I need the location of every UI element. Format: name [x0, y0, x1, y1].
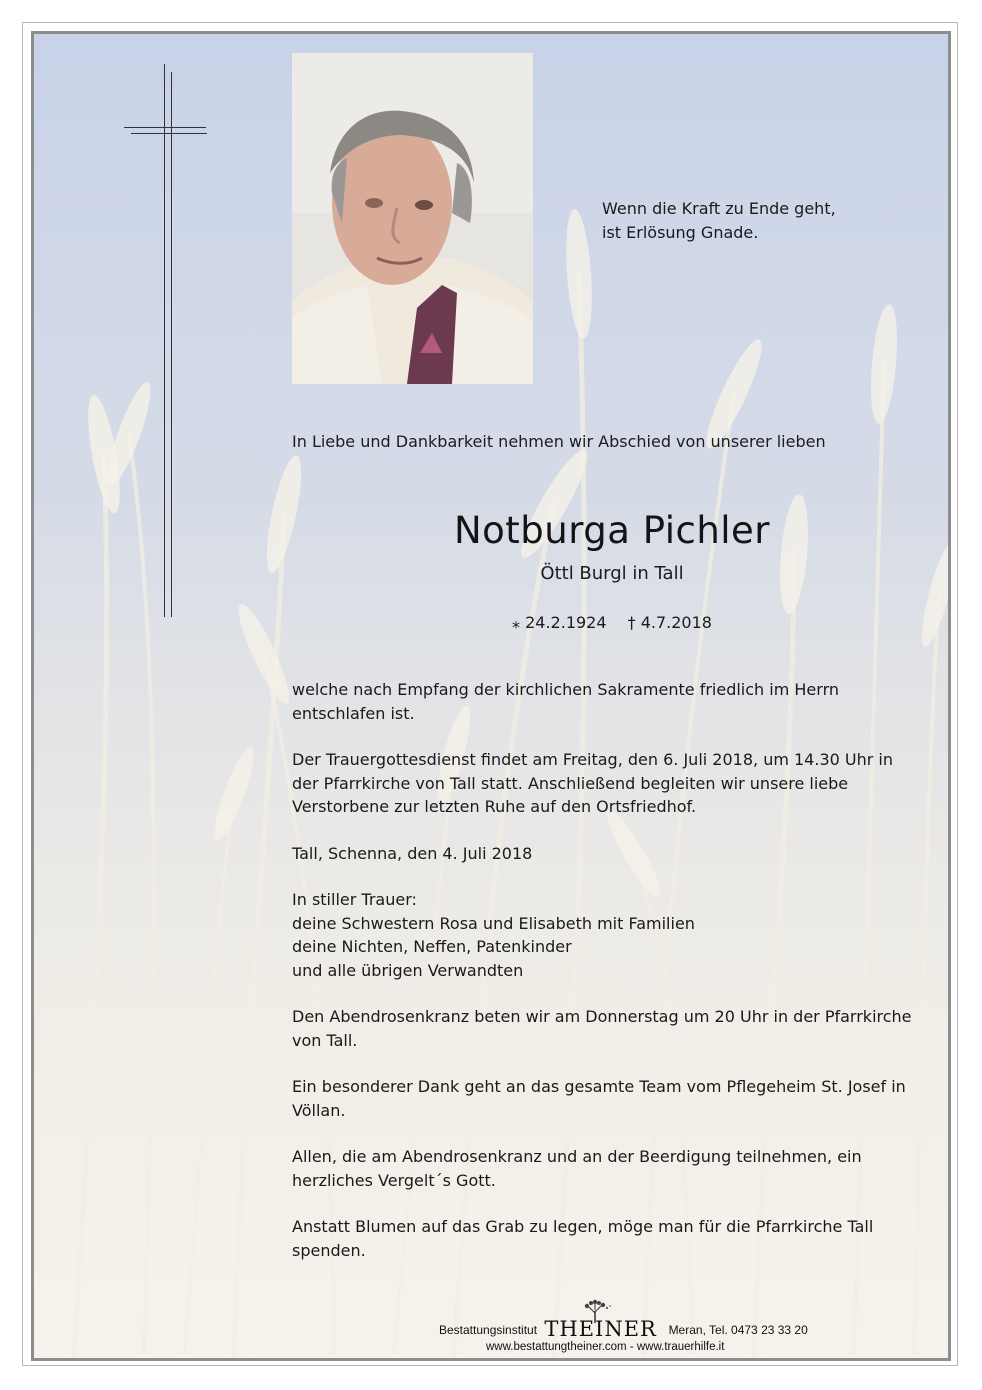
cross-icon-beam [124, 127, 206, 128]
cross-icon [164, 64, 165, 617]
portrait-image [292, 53, 533, 384]
cross-icon-beam [131, 133, 207, 134]
quote-line: Wenn die Kraft zu Ende geht, [602, 199, 836, 218]
quote-line: ist Erlösung Gnade. [602, 223, 759, 242]
deceased-name: Notburga Pichler [453, 509, 771, 552]
text-line: Anstatt Blumen auf das Grab zu legen, möge man für die Pfarrkirche Tall [292, 1217, 874, 1236]
cross-icon-line [171, 72, 172, 617]
text-line: Den Abendrosenkranz beten wir am Donnerstag um 20 Uhr in der Pfarrkirche [292, 1007, 912, 1026]
text-line: Tall, Schenna, den 4. Juli 2018 [292, 843, 533, 863]
farewell-intro: In Liebe und Dankbarkeit nehmen wir Abschied von unserer lieben [292, 432, 826, 451]
paragraph-place-date [292, 842, 937, 866]
text-line: entschlafen ist. [292, 703, 415, 723]
death-date: † 4.7.2018 [627, 613, 712, 632]
brand-name: THEINER [544, 1317, 657, 1341]
portrait-photo [292, 53, 533, 384]
brand-logo [544, 1317, 664, 1341]
text-line: Allen, die am Abendrosenkranz und an der Beerdigung teilnehmen, ein [292, 1147, 862, 1166]
birth-date: ⁎ 24.2.1924 [512, 613, 607, 632]
text-line: deine Nichten, Neffen, Patenkinder [292, 937, 572, 956]
text-line: der Pfarrkirche von Tall statt. Anschließend begleiten wir unsere liebe [292, 773, 849, 793]
footer-contact-row [439, 1316, 808, 1343]
text-line: In stiller Trauer: [292, 890, 417, 909]
text-line: von Tall. [292, 1030, 358, 1050]
contact-phone: Meran, Tel. 0473 23 33 20 [668, 1323, 808, 1337]
text-line: Der Trauergottesdienst findet am Freitag, den 6. Juli 2018, um 14.30 Uhr in [292, 750, 893, 769]
paragraph-funeral-service [292, 748, 937, 819]
text-line: herzliches Vergelt´s Gott. [292, 1170, 496, 1190]
paragraph-mourners [292, 888, 937, 982]
life-dates [292, 611, 932, 635]
tree-icon [578, 1299, 612, 1323]
footer-websites: www.bestattungtheiner.com - www.trauerhilfe.it [486, 1341, 725, 1353]
deceased-nickname: Öttl Burgl in Tall [540, 563, 684, 584]
paragraph-sacraments [292, 678, 937, 725]
text-line: Verstorbene zur letzten Ruhe auf den Ortsfriedhof. [292, 797, 697, 816]
paragraph-thanks-attendees [292, 1145, 937, 1192]
text-line: welche nach Empfang der kirchlichen Sakramente friedlich im Herrn [292, 680, 839, 699]
paragraph-rosary [292, 1005, 937, 1052]
text-line: spenden. [292, 1240, 366, 1260]
institute-label: Bestattungsinstitut [439, 1323, 538, 1337]
text-line: Völlan. [292, 1100, 346, 1120]
text-line: Ein besonderer Dank geht an das gesamte Team vom Pflegeheim St. Josef in [292, 1077, 906, 1096]
memorial-quote [602, 197, 902, 245]
text-line: und alle übrigen Verwandten [292, 960, 524, 980]
obituary-text [292, 678, 937, 1285]
text-line: deine Schwestern Rosa und Elisabeth mit Familien [292, 913, 695, 933]
paragraph-thanks-care-home [292, 1075, 937, 1122]
paragraph-donations [292, 1215, 937, 1262]
